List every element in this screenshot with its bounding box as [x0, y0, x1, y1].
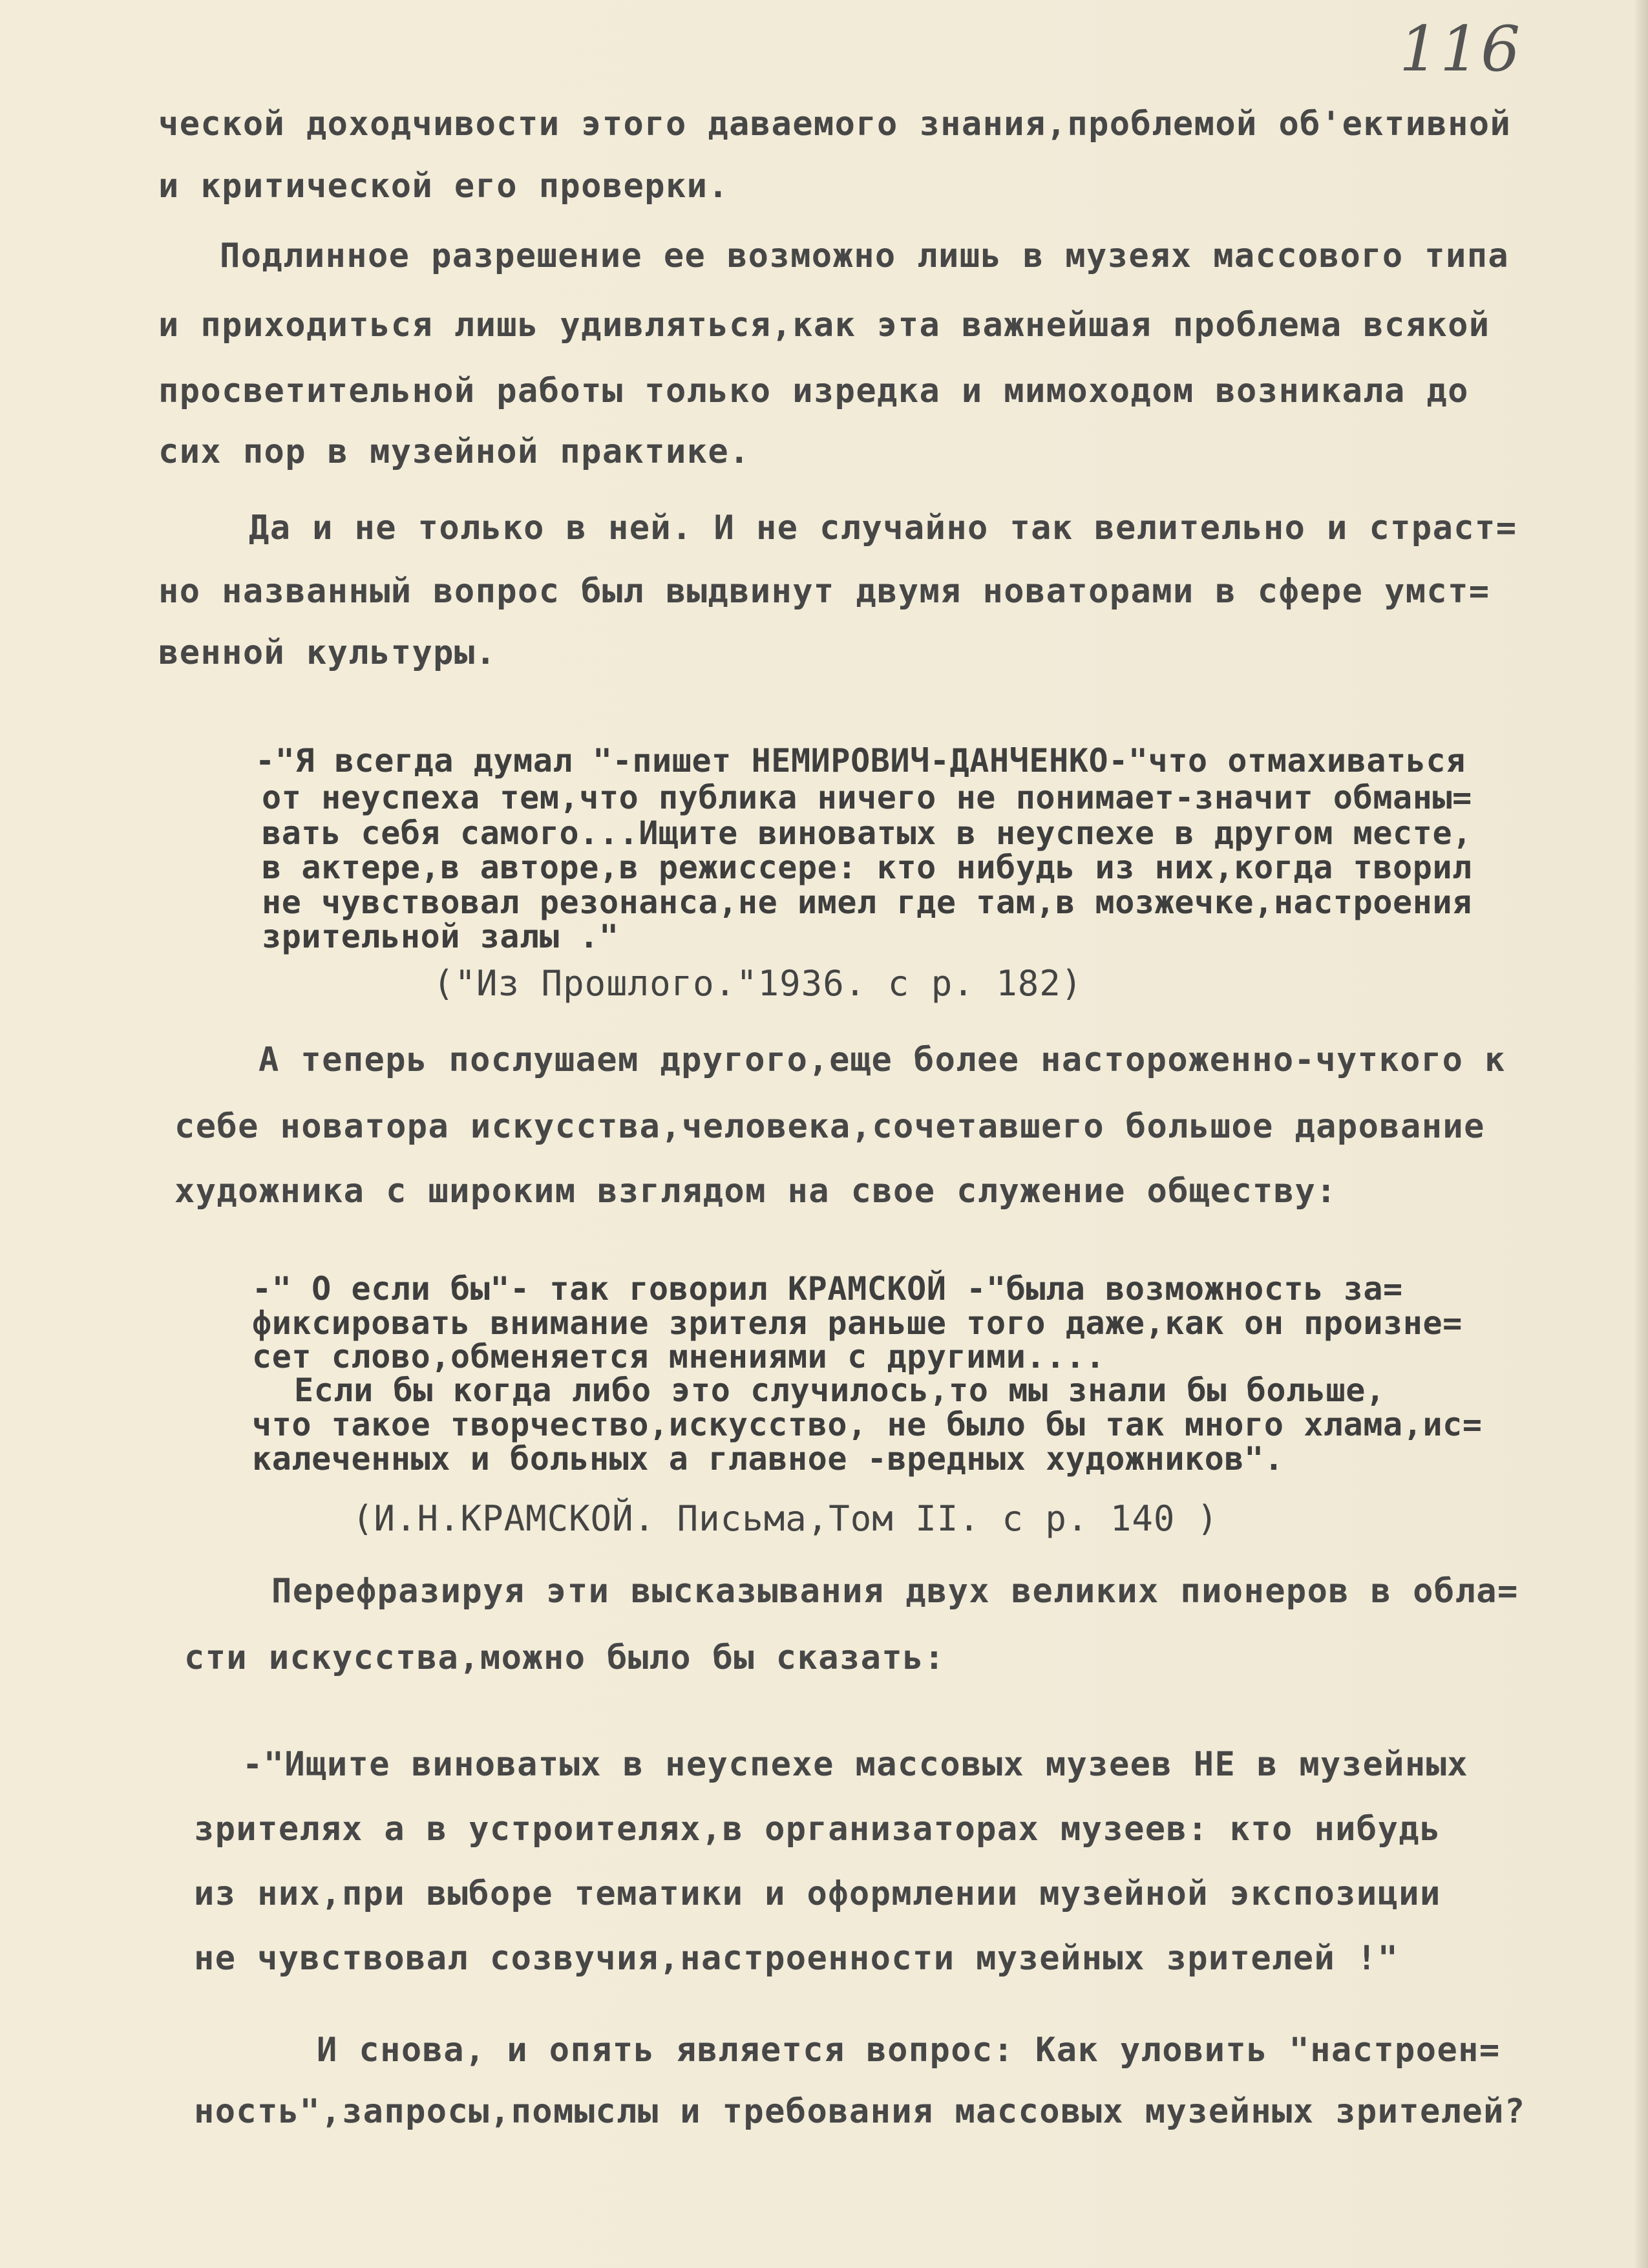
- quote-3-line-4: не чувствовал созвучия,настроенности музейных зрителей !": [194, 1939, 1399, 1978]
- quote-1-line-3: вать себя самого...Ищите виноватых в неуспехе в другом месте,: [262, 814, 1472, 852]
- paragraph-4-line-3: художника с широким взглядом на свое служение обществу:: [174, 1172, 1337, 1211]
- quote-2-line-6: калеченных и больных а главное -вредных художников".: [252, 1440, 1284, 1478]
- quote-2-line-3: сет слово,обменяется мнениями с другими....: [252, 1338, 1106, 1375]
- quote-2-line-1: -" О если бы"- так говорил КРАМСКОЙ -"была возможность за=: [252, 1270, 1403, 1308]
- quote-2-line-4: Если бы когда либо это случилось,то мы знали бы больше,: [294, 1372, 1386, 1409]
- paragraph-1-line-1: ческой доходчивости этого даваемого знания,проблемой об'ективной: [158, 105, 1512, 143]
- quote-1-line-2: от неуспеха тем,что публика ничего не понимает-значит обманы=: [262, 779, 1472, 816]
- paragraph-4-line-1: А теперь послушаем другого,еще более настороженно-чуткого к: [259, 1041, 1506, 1079]
- paragraph-2-line-2: и приходиться лишь удивляться,как эта важнейшая проблема всякой: [158, 306, 1490, 344]
- paragraph-2-line-1: Подлинное разрешение ее возможно лишь в музеях массового типа: [220, 237, 1510, 275]
- quote-2-line-2: фиксировать внимание зрителя раньше того даже,как он произне=: [252, 1304, 1463, 1342]
- quote-3-line-1: -"Ищите виноватых в неуспехе массовых музеев НЕ в музейных: [242, 1745, 1468, 1784]
- quote-1-line-6: зрительной залы .": [262, 918, 619, 955]
- paragraph-2-line-4: сих пор в музейной практике.: [158, 432, 750, 471]
- quote-1-line-1: -"Я всегда думал "-пишет НЕМИРОВИЧ-ДАНЧЕНКО-"что отмахиваться: [255, 742, 1466, 779]
- paragraph-3-line-2: но названный вопрос был выдвинут двумя новаторами в сфере умст=: [158, 572, 1490, 611]
- citation-2: (И.Н.КРАМСКОЙ. Письма,Том II. с р. 140 ): [352, 1498, 1219, 1539]
- paragraph-6-line-2: ность",запросы,помыслы и требования массовых музейных зрителей?: [194, 2092, 1526, 2131]
- page-number: 116: [1399, 13, 1522, 85]
- paragraph-2-line-3: просветительной работы только изредка и мимоходом возникала до: [158, 372, 1469, 410]
- quote-1-line-4: в актере,в авторе,в режиссере: кто нибудь из них,когда творил: [262, 849, 1472, 886]
- quote-3-line-2: зрителях а в устроителях,в организаторах музеев: кто нибудь: [194, 1810, 1441, 1849]
- citation-1: ("Из Прошлого."1936. с р. 182): [433, 963, 1083, 1004]
- paragraph-3-line-3: венной культуры.: [158, 633, 497, 672]
- paper-edge-shadow: [1634, 0, 1648, 2268]
- paragraph-5-line-2: сти искусства,можно было бы сказать:: [184, 1638, 945, 1677]
- paragraph-1-line-2: и критической его проверки.: [158, 167, 730, 206]
- paragraph-4-line-2: себе новатора искусства,человека,сочетавшего большое дарование: [174, 1107, 1485, 1146]
- paragraph-3-line-1: Да и не только в ней. И не случайно так велительно и страст=: [249, 509, 1517, 547]
- quote-3-line-3: из них,при выборе тематики и оформлении музейной экспозиции: [194, 1874, 1441, 1913]
- quote-1-line-5: не чувствовал резонанса,не имел где там,в мозжечке,настроения: [262, 884, 1472, 921]
- paragraph-6-line-1: И снова, и опять является вопрос: Как уловить "настроен=: [317, 2031, 1501, 2070]
- quote-2-line-5: что такое творчество,искусство, не было бы так много хлама,ис=: [252, 1406, 1483, 1443]
- paragraph-5-line-1: Перефразируя эти высказывания двух великих пионеров в обла=: [271, 1572, 1519, 1611]
